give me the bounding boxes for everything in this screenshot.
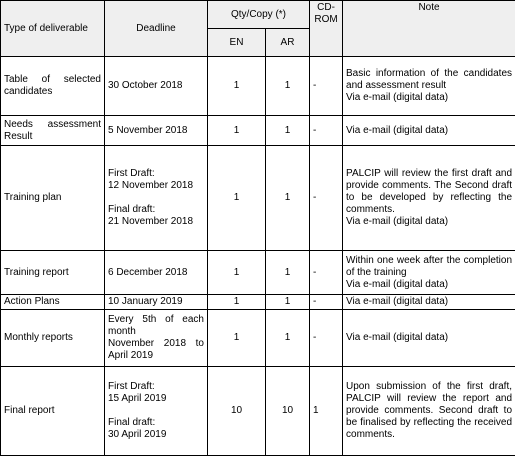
deadline-line: Final draft: — [108, 204, 156, 215]
deliverable-note — [343, 367, 515, 456]
header-en: EN — [208, 29, 266, 57]
header-cdrom: CD-ROM — [310, 1, 343, 57]
note-line: PALCIP will review the first draft and provide comments. The Second draft to be developed by reflecting the comments. — [346, 168, 513, 215]
cdrom-qty: - — [310, 310, 343, 367]
qty-ar: 1 — [266, 310, 310, 367]
deliverable-type: Final report — [1, 367, 105, 456]
qty-ar: 1 — [266, 251, 310, 295]
qty-en: 1 — [208, 251, 266, 295]
note-line: Within one week after the completion of the training — [346, 254, 513, 278]
deadline-line: 6 December 2018 — [108, 266, 188, 278]
deadline-line: 5 November 2018 — [108, 124, 188, 136]
qty-en: 1 — [208, 146, 266, 251]
deliverable-deadline — [105, 116, 208, 146]
deliverable-deadline — [105, 57, 208, 116]
note-line: Via e-mail (digital data) — [346, 92, 449, 103]
note-line: Via e-mail (digital data) — [346, 216, 449, 227]
deliverable-deadline — [105, 310, 208, 367]
deliverable-deadline — [105, 146, 208, 251]
deliverable-deadline — [105, 251, 208, 295]
note-line: Upon submission of the first draft, PALCIP will review the report and provide comments. Second draft to be finalised by reflecting the received comments. — [346, 381, 513, 440]
table-row — [1, 295, 515, 310]
qty-en: 1 — [208, 310, 266, 367]
qty-en: 1 — [208, 57, 266, 116]
qty-ar: 1 — [266, 57, 310, 116]
table-row — [1, 116, 515, 146]
cdrom-qty: - — [310, 57, 343, 116]
note-line: Via e-mail (digital data) — [346, 278, 449, 290]
deliverable-note — [343, 116, 515, 146]
deadline-line: November 2018 to April 2019 — [108, 338, 204, 361]
deliverable-note — [343, 310, 515, 367]
cdrom-qty: - — [310, 295, 343, 310]
qty-en: 10 — [208, 367, 266, 456]
deadline-line: 10 January 2019 — [108, 296, 183, 307]
table-row — [1, 367, 515, 456]
table-row — [1, 146, 515, 251]
deliverable-type: Needs assessment Result — [1, 116, 105, 146]
header-ar: AR — [266, 29, 310, 57]
header-row — [1, 1, 515, 29]
deliverable-type: Action Plans — [1, 295, 105, 310]
deadline-line: 21 November 2018 — [108, 216, 194, 227]
deliverable-type: Training plan — [1, 146, 105, 251]
table-row — [1, 251, 515, 295]
deadline-line: 15 April 2019 — [108, 393, 167, 404]
header-qty: Qty/Copy (*) — [208, 1, 310, 29]
deadline-line: Final draft: — [108, 417, 156, 428]
header-note: Note — [343, 1, 515, 57]
deliverable-type: Training report — [1, 251, 105, 295]
cdrom-qty: 1 — [310, 367, 343, 456]
qty-ar: 1 — [266, 116, 310, 146]
deliverable-type: Monthly reports — [1, 310, 105, 367]
deliverable-type: Table of selected candidates — [1, 57, 105, 116]
deliverable-note — [343, 295, 515, 310]
header-type: Type of deliverable — [1, 1, 105, 57]
qty-ar: 10 — [266, 367, 310, 456]
deliverable-note — [343, 146, 515, 251]
deadline-line: First Draft: — [108, 168, 155, 179]
cdrom-qty: - — [310, 116, 343, 146]
table-row — [1, 310, 515, 367]
note-line: Basic information of the candidates and assessment result — [346, 68, 513, 91]
deliverable-note — [343, 251, 515, 295]
note-line: Via e-mail (digital data) — [346, 332, 449, 343]
header-deadline: Deadline — [105, 1, 208, 57]
cdrom-qty: - — [310, 251, 343, 295]
deadline-line: First Draft: — [108, 381, 155, 392]
note-line: Via e-mail (digital data) — [346, 296, 449, 307]
note-line: Via e-mail (digital data) — [346, 124, 449, 136]
table-row — [1, 57, 515, 116]
deliverable-note — [343, 57, 515, 116]
deliverable-deadline — [105, 367, 208, 456]
deadline-line: Every 5th of each month — [108, 314, 204, 337]
deliverable-deadline — [105, 295, 208, 310]
deadline-line: 30 October 2018 — [108, 80, 183, 91]
qty-en: 1 — [208, 116, 266, 146]
deadline-line: 30 April 2019 — [108, 429, 167, 440]
qty-en: 1 — [208, 295, 266, 310]
cdrom-qty: - — [310, 146, 343, 251]
qty-ar: 1 — [266, 146, 310, 251]
deadline-line: 12 November 2018 — [108, 180, 194, 191]
qty-ar: 1 — [266, 295, 310, 310]
